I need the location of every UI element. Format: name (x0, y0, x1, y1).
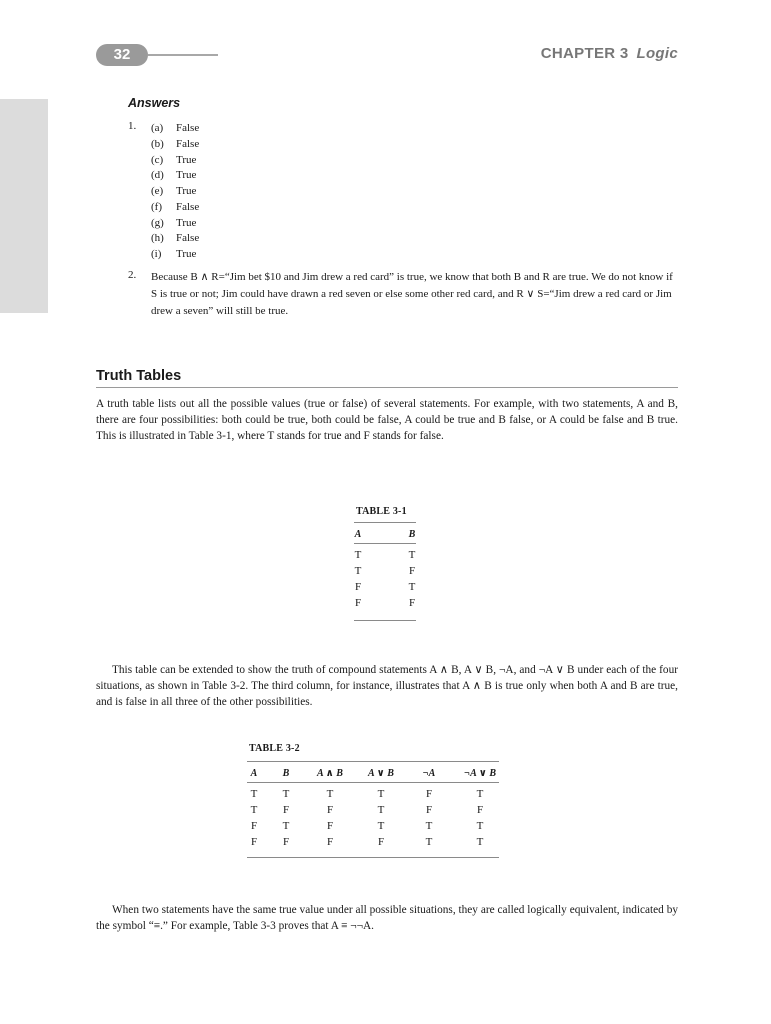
table-cell: F (408, 597, 416, 609)
table-cell: T (408, 549, 416, 561)
answer-part-letter: (c) (151, 153, 164, 166)
table-cell: T (282, 820, 290, 832)
table-cell: T (476, 836, 484, 848)
table-cell: T (377, 788, 385, 800)
answer-part-value: True (176, 216, 197, 229)
table-cell: F (377, 836, 385, 848)
answer-part-value: True (176, 153, 197, 166)
answer-item-number: 2. (128, 269, 137, 281)
answer-part (151, 215, 241, 231)
table-header-cell: B (282, 768, 290, 779)
section-title: Truth Tables (96, 368, 182, 384)
answer-part-letter: (d) (151, 169, 164, 182)
table-cell: T (408, 581, 416, 593)
table-cell: T (354, 565, 362, 577)
table-caption: TABLE 3-2 (249, 743, 300, 754)
table-cell: F (476, 804, 484, 816)
header-rule (148, 54, 218, 56)
answer-part-value: False (176, 200, 200, 213)
answer-item-number: 1. (128, 120, 137, 132)
table-bottom-rule (247, 857, 499, 858)
table-cell: F (354, 581, 362, 593)
answer-part-value: True (176, 169, 197, 182)
table-cell: T (354, 549, 362, 561)
table-cell: T (425, 836, 433, 848)
table-cell: T (425, 820, 433, 832)
table-cell: T (282, 788, 290, 800)
answer-part-letter: (f) (151, 200, 162, 213)
table-cell: F (326, 804, 334, 816)
section-rule (96, 387, 678, 388)
table-header-rule (354, 543, 416, 544)
chapter-label: CHAPTER 3 (540, 45, 629, 62)
table-cell: T (476, 820, 484, 832)
answer-part-value: True (176, 248, 197, 260)
table-top-rule (354, 522, 416, 523)
running-head (541, 45, 678, 62)
paragraph-logical-equivalence: When two statements have the same true value under all possible situations, they are called logically equivalent, indicated by the symbol “≡.” For example, Table 3-3 proves that A ≡ ¬¬A. (96, 904, 678, 932)
answer-part (151, 136, 241, 152)
table-cell: F (282, 804, 290, 816)
table-cell: F (326, 836, 334, 848)
table-header-cell: A ∨ B (368, 768, 394, 779)
table-cell: F (250, 820, 258, 832)
table-top-rule (247, 761, 499, 762)
table-cell: T (377, 820, 385, 832)
table-header-rule (247, 782, 499, 783)
table-cell: T (250, 804, 258, 816)
answer-part (151, 152, 241, 168)
table-header-cell: ¬A (422, 768, 436, 779)
answer-part-letter: (e) (151, 185, 164, 197)
answer-part-value: False (176, 137, 200, 150)
page-number-badge: 32 (96, 44, 148, 66)
table-cell: T (476, 788, 484, 800)
table-cell: F (425, 804, 433, 816)
answer-part-value: False (176, 232, 200, 245)
answer-part-letter: (b) (151, 137, 164, 150)
chapter-title: Logic (636, 45, 678, 62)
answer-part (151, 120, 241, 136)
answer-part-letter: (a) (151, 122, 164, 134)
table-cell: T (326, 788, 334, 800)
table-cell: T (377, 804, 385, 816)
paragraph-table-extension: This table can be extended to show the truth of compound statements A ∧ B, A ∨ B, ¬A, and ¬A ∨ B under each of the four situations, as shown in Table 3-2. The third column, for instance, illustrates that A ∧ B is true only when both A and B are true, and is false in all three of the other possibilities. (96, 664, 678, 708)
table-header-cell: A (250, 768, 258, 779)
table-header-cell: A (354, 529, 362, 540)
table-cell: F (282, 836, 290, 848)
answer-part (151, 199, 241, 215)
table-header-cell: B (408, 529, 416, 540)
side-tab (0, 99, 48, 313)
table-header-cell: A ∧ B (317, 768, 343, 779)
answer-part (151, 246, 241, 262)
table-cell: F (250, 836, 258, 848)
table-caption: TABLE 3-1 (356, 506, 407, 517)
answer-part-letter: (i) (151, 248, 162, 260)
answer-part-letter: (g) (151, 216, 164, 229)
table-header-cell: ¬A ∨ B (464, 768, 496, 779)
table-cell: F (326, 820, 334, 832)
table-cell: T (250, 788, 258, 800)
table-cell: F (425, 788, 433, 800)
answer-part (151, 230, 241, 246)
table-bottom-rule (354, 620, 416, 621)
answer-2-text: Because B ∧ R=“Jim bet $10 and Jim drew a red card” is true, we know that both B and R are true. We do not know if S is true or not; Jim could have drawn a red seven or else some other red card, and R ∨ S=“Jim drew a red card or Jim drew a seven” will still be true. (151, 271, 673, 317)
answer-part-letter: (h) (151, 232, 164, 245)
answer-part-value: False (176, 122, 200, 134)
paragraph-truth-table-intro: A truth table lists out all the possible values (true or false) of several statements. For example, with two statements, A and B, there are four possibilities: both could be true, both could be false, A could be true and B false, or A could be false and B true. This is illustrated in Table 3-1, where T stands for true and F stands for false. (96, 398, 678, 442)
answers-heading: Answers (128, 96, 181, 110)
table-cell: F (408, 565, 416, 577)
answer-part-value: True (176, 185, 197, 197)
table-cell: F (354, 597, 362, 609)
answer-part (151, 183, 241, 199)
answer-part (151, 167, 241, 183)
